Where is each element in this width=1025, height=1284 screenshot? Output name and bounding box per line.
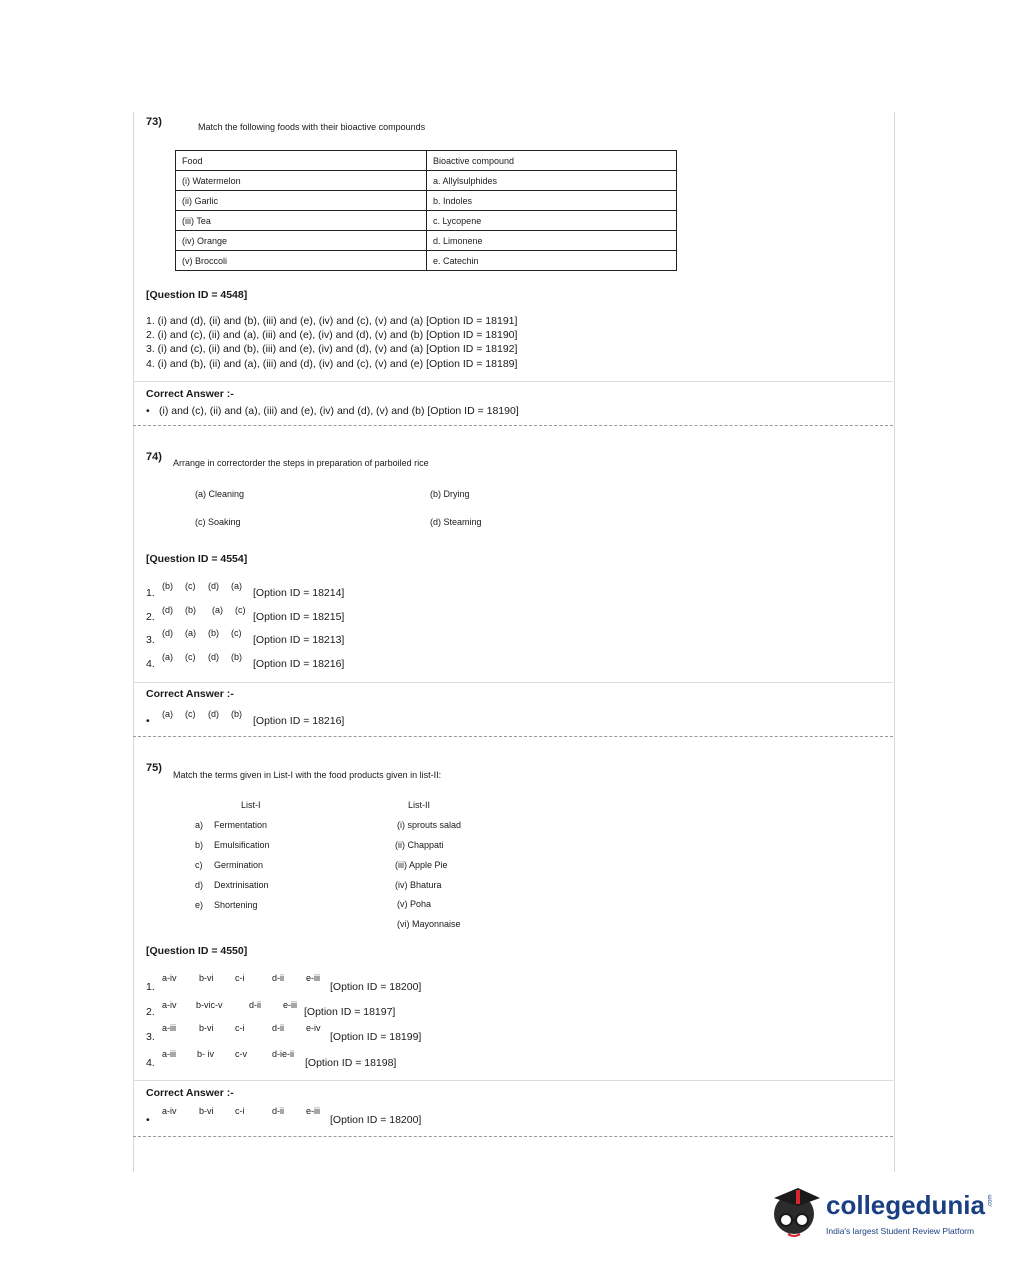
pair-item: d-ie-ii xyxy=(272,1049,295,1059)
question-73-option-2: 2. (i) and (c), (ii) and (a), (iii) and (e), (iv) and (d), (v) and (b) [Option ID = 18190] xyxy=(146,329,518,341)
pair-item: a-iv xyxy=(162,1106,177,1116)
option-number: 1. xyxy=(146,587,155,599)
pair-item: d-ii xyxy=(272,973,285,983)
list2-item: (i) sprouts salad xyxy=(397,820,462,830)
question-75-id: [Question ID = 4550] xyxy=(146,945,248,957)
question-73-option-3: 3. (i) and (c), (ii) and (b), (iii) and (e), (iv) and (d), (v) and (a) [Option ID = 18192] xyxy=(146,343,518,355)
pair-item: a-iii xyxy=(162,1049,177,1059)
question-75-prompt: Match the terms given in List-I with the food products given in list-II: xyxy=(173,770,442,780)
option-number: 3. xyxy=(146,634,155,646)
table-row xyxy=(176,251,677,271)
question-separator xyxy=(133,1136,893,1137)
pair-item: d-ii xyxy=(272,1106,285,1116)
table-row xyxy=(176,171,677,191)
option-id: [Option ID = 18199] xyxy=(330,1031,422,1043)
pair-item: c-i xyxy=(235,1023,245,1033)
table-cell-food: (v) Broccoli xyxy=(176,251,427,271)
question-73-id: [Question ID = 4548] xyxy=(146,289,248,301)
seq-item: (d) xyxy=(208,581,219,591)
list2-item: (iii) Apple Pie xyxy=(395,860,448,870)
question-73-correct-label: Correct Answer :- xyxy=(146,388,234,400)
pair-item: e-iii xyxy=(306,973,321,983)
table-header-food: Food xyxy=(176,151,427,171)
seq-item: (d) xyxy=(162,605,173,615)
page-frame xyxy=(133,112,895,1172)
brand-tagline: India's largest Student Review Platform xyxy=(826,1226,975,1236)
option-id: [Option ID = 18198] xyxy=(305,1057,397,1069)
seq-item: (a) xyxy=(212,605,223,615)
pair-item: b-vi xyxy=(199,1106,214,1116)
seq-item: (b) xyxy=(208,628,219,638)
list1-key: b) xyxy=(195,840,204,850)
pair-item: d-ii xyxy=(249,1000,262,1010)
question-74-number: 74) xyxy=(146,451,162,463)
divider xyxy=(133,1080,893,1081)
question-73-correct-answer: (i) and (c), (ii) and (a), (iii) and (e), (iv) and (d), (v) and (b) [Option ID = 18190] xyxy=(159,405,519,417)
table-row xyxy=(176,191,677,211)
list1-term: Dextrinisation xyxy=(214,880,269,890)
option-id: [Option ID = 18216] xyxy=(253,658,345,670)
option-number: 4. xyxy=(146,1057,155,1069)
seq-item: (b) xyxy=(231,652,242,662)
option-number: 2. xyxy=(146,611,155,623)
list1-key: e) xyxy=(195,900,204,910)
seq-item: (a) xyxy=(185,628,196,638)
option-id: [Option ID = 18214] xyxy=(253,587,345,599)
pair-item: b- iv xyxy=(197,1049,215,1059)
list1-term: Emulsification xyxy=(214,840,270,850)
table-row xyxy=(176,231,677,251)
pair-item: c-i xyxy=(235,1106,245,1116)
option-number: 2. xyxy=(146,1006,155,1018)
table-header-compound: Bioactive compound xyxy=(427,151,677,171)
question-75-correct-answer: [Option ID = 18200] xyxy=(330,1114,422,1126)
seq-item: (c) xyxy=(235,605,246,615)
seq-item: (a) xyxy=(231,581,242,591)
list1-header: List-I xyxy=(241,800,261,810)
question-75-number: 75) xyxy=(146,762,162,774)
seq-item: (b) xyxy=(162,581,173,591)
option-id: [Option ID = 18215] xyxy=(253,611,345,623)
list1-term: Shortening xyxy=(214,900,258,910)
step-b: (b) Drying xyxy=(430,489,470,499)
question-73-option-4: 4. (i) and (b), (ii) and (a), (iii) and (d), (iv) and (c), (v) and (e) [Option ID = 18189] xyxy=(146,358,518,370)
brand-name: collegedunia xyxy=(826,1190,985,1220)
pair-item: c-i xyxy=(235,973,245,983)
bullet: • xyxy=(146,715,150,727)
pair-item: e-iii xyxy=(283,1000,298,1010)
seq-item: (d) xyxy=(208,652,219,662)
list1-key: a) xyxy=(195,820,204,830)
list1-term: Fermentation xyxy=(214,820,268,830)
table-cell-food: (ii) Garlic xyxy=(176,191,427,211)
step-d: (d) Steaming xyxy=(430,517,482,527)
seq-item: (d) xyxy=(162,628,173,638)
table-cell-compound: d. Limonene xyxy=(427,231,677,251)
question-separator xyxy=(133,425,893,426)
question-separator xyxy=(133,736,893,737)
option-number: 3. xyxy=(146,1031,155,1043)
collegedunia-logo-icon xyxy=(768,1180,824,1246)
brand-suffix: .com xyxy=(987,1194,994,1208)
pair-item: b-vi xyxy=(199,973,214,983)
table-cell-food: (iv) Orange xyxy=(176,231,427,251)
pair-item: e-iv xyxy=(306,1023,321,1033)
pair-item: a-iii xyxy=(162,1023,177,1033)
list2-item: (v) Poha xyxy=(397,899,432,909)
table-cell-food: (i) Watermelon xyxy=(176,171,427,191)
table-cell-compound: a. Allylsulphides xyxy=(427,171,677,191)
pair-item: c-v xyxy=(235,1049,247,1059)
seq-item: (a) xyxy=(162,652,173,662)
table-cell-compound: e. Catechin xyxy=(427,251,677,271)
seq-item: (a) xyxy=(162,709,173,719)
table-header-row xyxy=(176,151,677,171)
pair-item: a-iv xyxy=(162,1000,177,1010)
list2-item: (vi) Mayonnaise xyxy=(397,919,461,929)
option-id: [Option ID = 18197] xyxy=(304,1006,396,1018)
seq-item: (c) xyxy=(185,581,196,591)
table-cell-compound: c. Lycopene xyxy=(427,211,677,231)
pair-item: d-ii xyxy=(272,1023,285,1033)
seq-item: (c) xyxy=(185,652,196,662)
pair-item: b-vic-v xyxy=(196,1000,223,1010)
seq-item: (c) xyxy=(185,709,196,719)
option-number: 1. xyxy=(146,981,155,993)
list1-key: c) xyxy=(195,860,203,870)
table-cell-food: (iii) Tea xyxy=(176,211,427,231)
question-73-number: 73) xyxy=(146,116,162,128)
step-c: (c) Soaking xyxy=(195,517,241,527)
pair-item: e-iii xyxy=(306,1106,321,1116)
question-74-id: [Question ID = 4554] xyxy=(146,553,248,565)
list2-item: (iv) Bhatura xyxy=(395,880,442,890)
question-73-prompt: Match the following foods with their bioactive compounds xyxy=(198,122,426,132)
seq-item: (d) xyxy=(208,709,219,719)
seq-item: (b) xyxy=(185,605,196,615)
option-id: [Option ID = 18200] xyxy=(330,981,422,993)
divider xyxy=(133,682,893,683)
list2-header: List-II xyxy=(408,800,431,810)
divider xyxy=(133,381,893,382)
list1-term: Germination xyxy=(214,860,264,870)
question-74-correct-answer: [Option ID = 18216] xyxy=(253,715,345,727)
seq-item: (c) xyxy=(231,628,242,638)
question-74-correct-label: Correct Answer :- xyxy=(146,688,234,700)
table-cell-compound: b. Indoles xyxy=(427,191,677,211)
seq-item: (b) xyxy=(231,709,242,719)
question-74-prompt: Arrange in correctorder the steps in preparation of parboiled rice xyxy=(173,458,429,468)
option-number: 4. xyxy=(146,658,155,670)
option-id: [Option ID = 18213] xyxy=(253,634,345,646)
food-compound-table xyxy=(175,150,677,271)
table-row xyxy=(176,211,677,231)
pair-item: a-iv xyxy=(162,973,177,983)
list1-key: d) xyxy=(195,880,204,890)
pair-item: b-vi xyxy=(199,1023,214,1033)
bullet: • xyxy=(146,1114,150,1126)
question-75-correct-label: Correct Answer :- xyxy=(146,1087,234,1099)
list2-item: (ii) Chappati xyxy=(395,840,444,850)
question-73-option-1: 1. (i) and (d), (ii) and (b), (iii) and (e), (iv) and (c), (v) and (a) [Option ID = 18191] xyxy=(146,315,518,327)
step-a: (a) Cleaning xyxy=(195,489,245,499)
bullet: • xyxy=(146,405,150,417)
